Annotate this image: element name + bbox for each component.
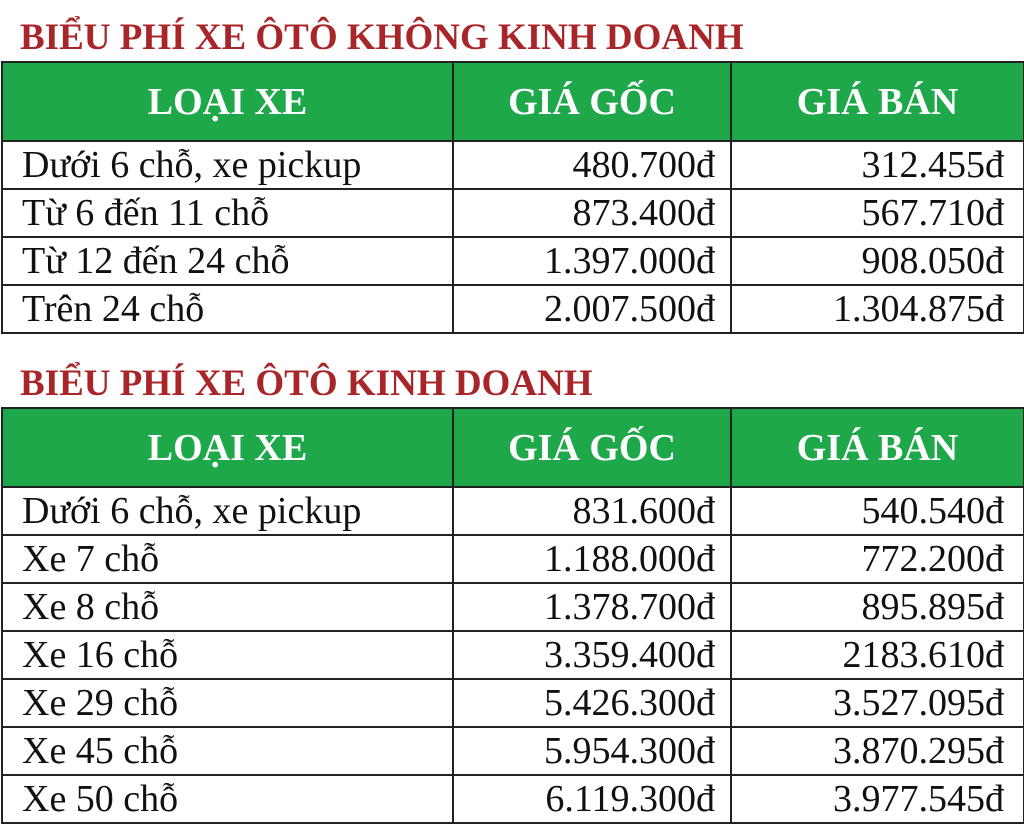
- table-row: [2, 583, 1024, 631]
- vehicle-type-cell: Trên 24 chỗ: [2, 285, 453, 333]
- original-price-cell: 5.426.300đ: [453, 679, 731, 727]
- sale-price-cell: 567.710đ: [731, 189, 1024, 237]
- table-row: [2, 487, 1024, 535]
- table-row: [2, 775, 1024, 823]
- commercial-fee-table: [1, 407, 1024, 824]
- original-price-cell: 873.400đ: [453, 189, 731, 237]
- sale-price-cell: 3.870.295đ: [731, 727, 1024, 775]
- original-price-cell: 1.397.000đ: [453, 237, 731, 285]
- table-row: [2, 679, 1024, 727]
- sale-price-cell: 1.304.875đ: [731, 285, 1024, 333]
- original-price-cell: 6.119.300đ: [453, 775, 731, 823]
- original-price-cell: 1.378.700đ: [453, 583, 731, 631]
- sale-price-cell: 540.540đ: [731, 487, 1024, 535]
- vehicle-type-cell: Xe 16 chỗ: [2, 631, 453, 679]
- sale-price-cell: 3.527.095đ: [731, 679, 1024, 727]
- non-commercial-fee-title: BIỂU PHÍ XE ÔTÔ KHÔNG KINH DOANH: [20, 17, 744, 58]
- vehicle-type-cell: Từ 6 đến 11 chỗ: [2, 189, 453, 237]
- table-row: [2, 727, 1024, 775]
- vehicle-type-cell: Xe 8 chỗ: [2, 583, 453, 631]
- original-price-cell: 1.188.000đ: [453, 535, 731, 583]
- vehicle-type-cell: Xe 7 chỗ: [2, 535, 453, 583]
- commercial-fee-title: BIỂU PHÍ XE ÔTÔ KINH DOANH: [20, 363, 593, 404]
- vehicle-type-cell: Xe 29 chỗ: [2, 679, 453, 727]
- table-header-row: [2, 408, 1024, 487]
- table-row: [2, 141, 1024, 189]
- sale-price-cell: 908.050đ: [731, 237, 1024, 285]
- header-vehicle-type: LOẠI XE: [2, 62, 453, 141]
- sale-price-cell: 312.455đ: [731, 141, 1024, 189]
- vehicle-type-cell: Dưới 6 chỗ, xe pickup: [2, 487, 453, 535]
- vehicle-type-cell: Xe 50 chỗ: [2, 775, 453, 823]
- table-row: [2, 631, 1024, 679]
- original-price-cell: 2.007.500đ: [453, 285, 731, 333]
- original-price-cell: 480.700đ: [453, 141, 731, 189]
- non-commercial-fee-table: [1, 61, 1024, 334]
- original-price-cell: 831.600đ: [453, 487, 731, 535]
- table-row: [2, 535, 1024, 583]
- table-row: [2, 189, 1024, 237]
- vehicle-type-cell: Xe 45 chỗ: [2, 727, 453, 775]
- sale-price-cell: 2183.610đ: [731, 631, 1024, 679]
- header-sale-price: GIÁ BÁN: [731, 62, 1024, 141]
- vehicle-type-cell: Dưới 6 chỗ, xe pickup: [2, 141, 453, 189]
- sale-price-cell: 895.895đ: [731, 583, 1024, 631]
- sale-price-cell: 3.977.545đ: [731, 775, 1024, 823]
- header-original-price: GIÁ GỐC: [453, 62, 731, 141]
- table-row: [2, 237, 1024, 285]
- sale-price-cell: 772.200đ: [731, 535, 1024, 583]
- table-row: [2, 285, 1024, 333]
- table-header-row: [2, 62, 1024, 141]
- header-original-price: GIÁ GỐC: [453, 408, 731, 487]
- original-price-cell: 5.954.300đ: [453, 727, 731, 775]
- header-sale-price: GIÁ BÁN: [731, 408, 1024, 487]
- header-vehicle-type: LOẠI XE: [2, 408, 453, 487]
- original-price-cell: 3.359.400đ: [453, 631, 731, 679]
- vehicle-type-cell: Từ 12 đến 24 chỗ: [2, 237, 453, 285]
